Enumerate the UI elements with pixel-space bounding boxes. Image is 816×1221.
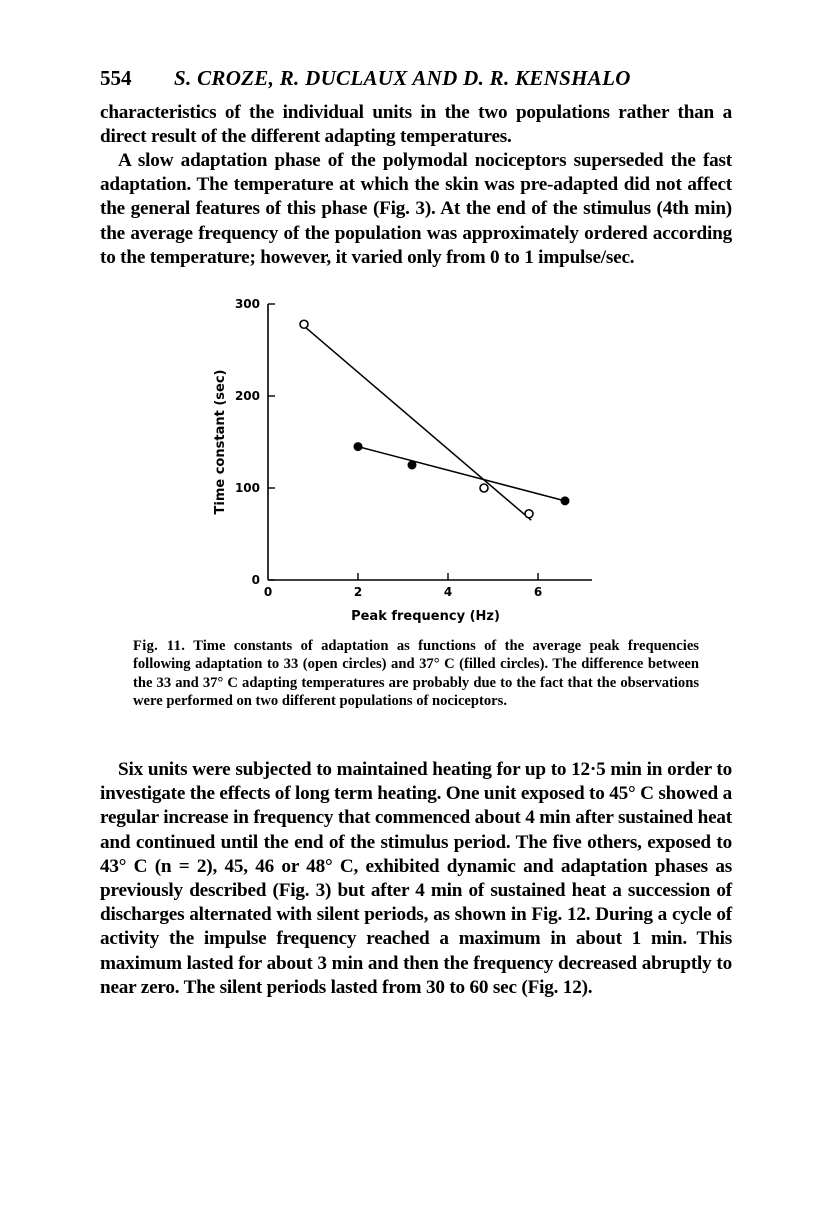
x-tick-label: 0: [263, 585, 273, 599]
caption-label: Fig. 11.: [133, 638, 186, 654]
fit-line-series-0: [302, 324, 532, 520]
figure-caption: [133, 637, 699, 711]
chart-ticks: [235, 297, 542, 599]
y-tick-label: 200: [234, 389, 260, 403]
open-circle-point: [480, 484, 488, 492]
running-header: [100, 66, 732, 96]
y-axis-label: Time constant (sec): [213, 369, 228, 515]
page-number: 554: [100, 66, 132, 90]
chart-fit-lines: [302, 324, 565, 520]
open-circle-point: [300, 320, 308, 328]
fit-line-series-1: [358, 447, 565, 501]
x-tick-label: 2: [353, 585, 363, 599]
paragraph-slow-adaptation: A slow adaptation phase of the polymodal nociceptors superseded the fast adaptation. The temperature at which the skin was pre-adapted did not affect the general features of this phase (Fig. 3). At the end of the stimulus (4th min) the average frequency of the population was approximately ordered according to the temperature; however, it varied only from 0 to 1 impulse/sec.: [100, 150, 732, 268]
filled-circle-point: [408, 461, 417, 470]
y-tick-label: 0: [251, 573, 260, 587]
x-tick-label: 4: [443, 585, 453, 599]
caption-text: Time constants of adaptation as functions of the average peak frequencies following adaptation to 33 (open circles) and 37° C (filled circles). The difference between the 33 and 37° C adapting temperatures are probably due to the fact that the observations were performed on two different populations of nociceptors.: [133, 638, 699, 710]
paragraph-long-term-heating: Six units were subjected to maintained heating for up to 12·5 min in order to investigate the effects of long term heating. One unit exposed to 45° C showed a regular increase in frequency that commenced about 4 min after sustained heat and continued until the end of the stimulus period. The five others, exposed to 43° C (n = 2), 45, 46 or 48° C, exhibited dynamic and adaptation phases as previously described (Fig. 3) but after 4 min of sustained heat a succession of discharges alternated with silent periods, as shown in Fig. 12. During a cycle of activity the impulse frequency reached a maximum in about 1 min. This maximum lasted for about 3 min and then the frequency decreased abruptly to near zero. The silent periods lasted from 30 to 60 sec (Fig. 12).: [100, 759, 732, 998]
paragraph-continued: characteristics of the individual units in the two populations rather than a direct result of the different adapting temperatures.: [100, 102, 732, 148]
filled-circle-point: [354, 442, 363, 451]
x-axis-label: Peak frequency (Hz): [351, 609, 500, 624]
open-circle-point: [525, 510, 533, 518]
y-tick-label: 100: [234, 481, 260, 495]
filled-circle-point: [561, 496, 570, 505]
figure-11-chart: [195, 290, 615, 630]
running-header-authors: S. CROZE, R. DUCLAUX AND D. R. KENSHALO: [174, 66, 631, 90]
x-tick-label: 6: [533, 585, 543, 599]
y-tick-label: 300: [234, 297, 260, 311]
chart-axes: [268, 304, 592, 580]
chart-points: [300, 320, 570, 518]
